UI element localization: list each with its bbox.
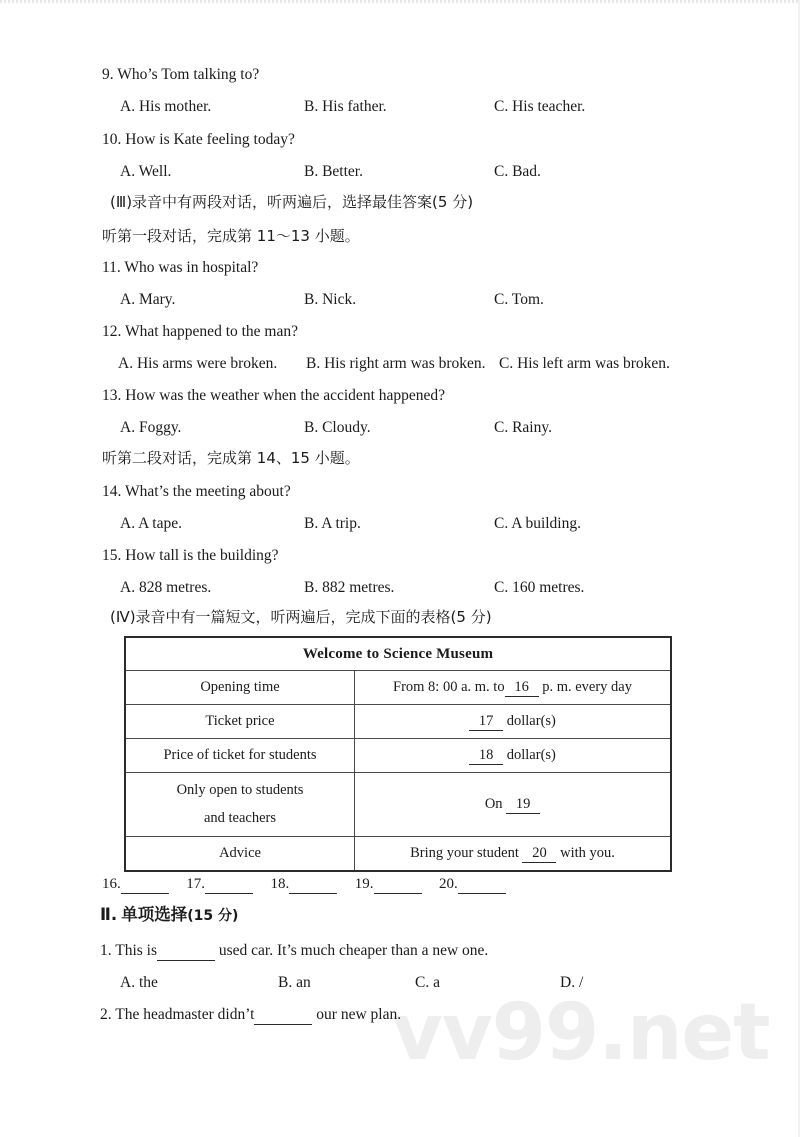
option-a[interactable]: A. Foggy.	[120, 419, 182, 436]
row-value	[355, 705, 672, 739]
section-4-instruction: (Ⅳ)录音中有一篇短文，听两遍后，完成下面的表格(5 分)	[110, 608, 492, 626]
question-number: 15.	[102, 547, 122, 564]
table-row	[125, 705, 671, 739]
row-value	[355, 739, 672, 773]
answer-blank-row	[102, 876, 506, 894]
row-value	[355, 671, 672, 705]
row-label-line-2: and teachers	[203, 809, 277, 826]
question-9	[102, 66, 259, 84]
option-c[interactable]: C. His teacher.	[494, 98, 586, 115]
inline-blank[interactable]	[157, 942, 215, 961]
question-number: 14.	[102, 483, 122, 500]
answer-blank-20[interactable]	[458, 876, 506, 894]
section-two-question-1	[100, 942, 488, 961]
question-text: Who’s Tom talking to?	[117, 66, 260, 83]
answer-blank-19[interactable]	[374, 876, 422, 894]
scan-edge-top	[0, 0, 800, 3]
option-b[interactable]: B. 882 metres.	[304, 579, 395, 596]
site-watermark: vv99.net	[392, 988, 770, 1078]
row-label: Ticket price	[125, 705, 355, 739]
section-two-heading	[100, 906, 238, 925]
value-after: dollar(s)	[506, 712, 556, 729]
row-value	[355, 837, 672, 872]
section-two-title: 单项选择	[121, 905, 188, 924]
option-a[interactable]: A. A tape.	[120, 515, 182, 532]
question-text-before: This is	[115, 942, 158, 959]
option-c[interactable]: C. His left arm was broken.	[499, 355, 670, 372]
question-number: 10.	[102, 131, 122, 148]
option-b[interactable]: B. Better.	[304, 163, 363, 180]
table-blank-18[interactable]: 18	[469, 747, 503, 765]
table-row	[125, 671, 671, 705]
question-text-before: The headmaster didn’t	[115, 1006, 255, 1023]
row-label: Advice	[125, 837, 355, 872]
dialogue-2-note: 听第二段对话，完成第 14、15 小题。	[102, 449, 360, 467]
row-label	[125, 773, 355, 837]
option-c[interactable]: C. a	[415, 974, 440, 991]
value-before: Bring your student	[410, 844, 519, 861]
option-d[interactable]: D. /	[560, 974, 584, 991]
question-text-after: used car. It’s much cheaper than a new one.	[218, 942, 489, 959]
answer-blank-16[interactable]	[121, 876, 169, 894]
option-b[interactable]: B. Cloudy.	[304, 419, 371, 436]
inline-blank[interactable]	[254, 1006, 312, 1025]
question-13	[102, 387, 445, 405]
value-after: p. m. every day	[542, 678, 632, 695]
option-a[interactable]: A. His mother.	[120, 98, 212, 115]
option-b[interactable]: B. Nick.	[304, 291, 357, 308]
answer-blank-19-label: 19.	[354, 876, 374, 892]
answer-blank-17[interactable]	[205, 876, 253, 894]
section-3-instruction: (Ⅲ)录音中有两段对话，听两遍后，选择最佳答案(5 分)	[110, 193, 474, 211]
question-12	[102, 323, 298, 341]
table-blank-17[interactable]: 17	[469, 713, 503, 731]
answer-blank-18[interactable]	[289, 876, 337, 894]
question-15	[102, 547, 279, 565]
question-number: 9.	[102, 66, 114, 83]
question-number: 12.	[102, 323, 122, 340]
question-number: 11.	[102, 259, 121, 276]
question-text-after: our new plan.	[316, 1006, 402, 1023]
value-before: On	[484, 795, 503, 812]
science-museum-table	[124, 636, 672, 872]
question-text: How was the weather when the accident happened?	[125, 387, 446, 404]
table-title: Welcome to Science Museum	[125, 637, 671, 671]
section-two-roman: Ⅱ	[100, 905, 111, 924]
question-text: How tall is the building?	[125, 547, 279, 564]
row-label: Opening time	[125, 671, 355, 705]
question-text: Who was in hospital?	[124, 259, 259, 276]
option-b[interactable]: B. His father.	[304, 98, 387, 115]
question-text: What’s the meeting about?	[124, 483, 291, 500]
question-11	[102, 259, 258, 277]
section-two-points: (15 分)	[187, 908, 239, 924]
option-b[interactable]: B. His right arm was broken.	[306, 355, 486, 372]
option-b[interactable]: B. A trip.	[304, 515, 361, 532]
row-value	[355, 773, 672, 837]
section-two-question-2	[100, 1006, 401, 1025]
row-label: Price of ticket for students	[125, 739, 355, 773]
option-c[interactable]: C. A building.	[494, 515, 581, 532]
option-a[interactable]: A. His arms were broken.	[118, 355, 278, 372]
answer-blank-18-label: 18.	[270, 876, 290, 892]
option-a[interactable]: A. the	[120, 974, 158, 991]
table-row	[125, 773, 671, 837]
question-10	[102, 131, 295, 149]
answer-blank-17-label: 17.	[186, 876, 205, 892]
option-a[interactable]: A. 828 metres.	[120, 579, 212, 596]
option-c[interactable]: C. Rainy.	[494, 419, 552, 436]
question-text: What happened to the man?	[124, 323, 298, 340]
table-blank-19[interactable]: 19	[506, 796, 540, 814]
table-blank-20[interactable]: 20	[522, 845, 556, 863]
table-row	[125, 837, 671, 872]
option-c[interactable]: C. 160 metres.	[494, 579, 585, 596]
option-a[interactable]: A. Mary.	[120, 291, 176, 308]
table-row	[125, 739, 671, 773]
section-two-dot: .	[110, 905, 118, 924]
dialogue-1-note: 听第一段对话，完成第 11～13 小题。	[102, 227, 360, 245]
question-number: 13.	[102, 387, 122, 404]
value-after: with you.	[560, 844, 615, 861]
answer-blank-20-label: 20.	[439, 876, 458, 892]
value-after: dollar(s)	[506, 746, 556, 763]
row-label-line-1: Only open to students	[176, 781, 304, 798]
answer-blank-16-label: 16.	[102, 876, 121, 892]
option-b[interactable]: B. an	[278, 974, 311, 991]
question-text: How is Kate feeling today?	[125, 131, 295, 148]
option-c[interactable]: C. Tom.	[494, 291, 544, 308]
question-number: 1.	[100, 942, 112, 959]
question-14	[102, 483, 291, 501]
value-before: From 8: 00 a. m. to	[393, 678, 505, 695]
option-c[interactable]: C. Bad.	[494, 163, 541, 180]
option-a[interactable]: A. Well.	[120, 163, 172, 180]
question-number: 2.	[100, 1006, 112, 1023]
table-header-row	[125, 637, 671, 671]
table-blank-16[interactable]: 16	[505, 679, 539, 697]
